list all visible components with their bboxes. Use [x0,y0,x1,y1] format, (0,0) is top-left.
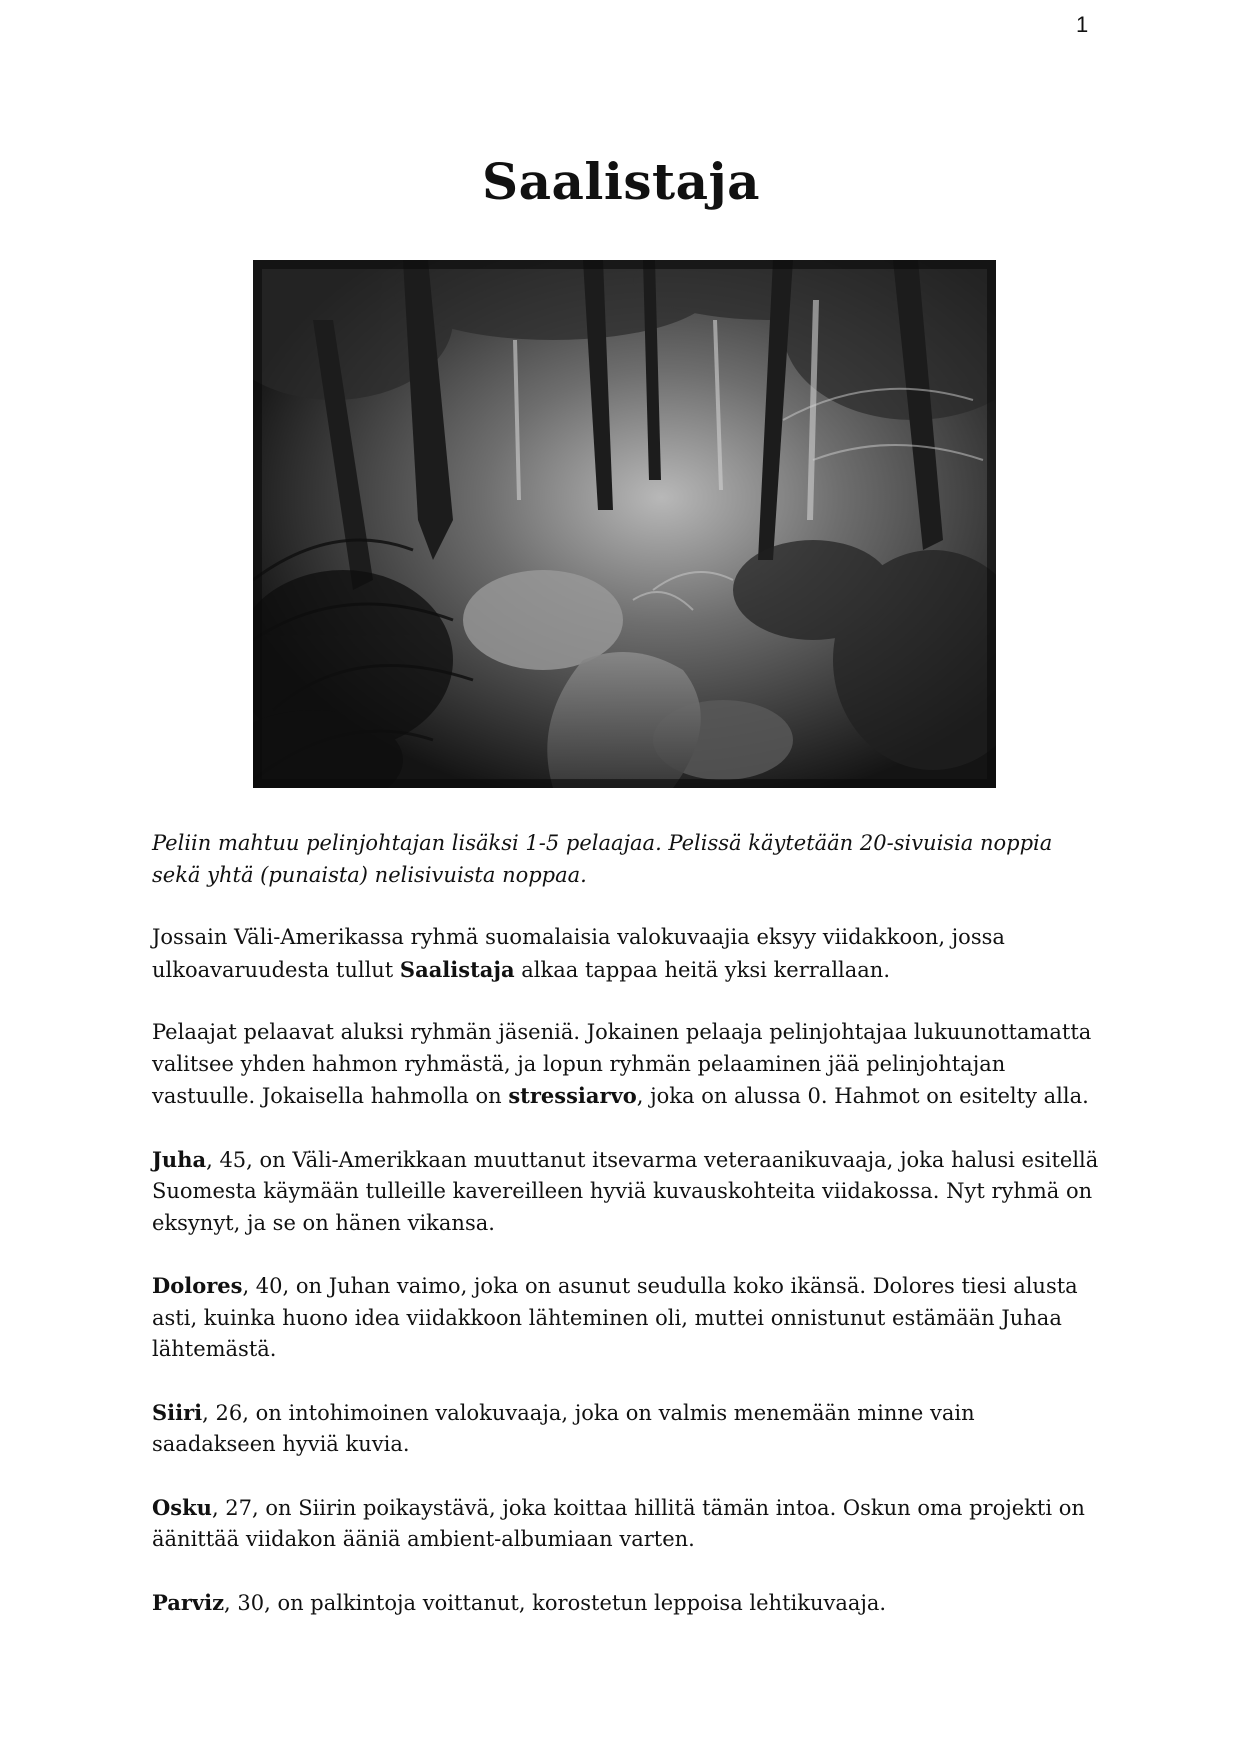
character-paragraph-osku [152,1492,1102,1556]
intro-paragraph: Peliin mahtuu pelinjohtajan lisäksi 1-5 pelaajaa. Pelissä käytetään 20-sivuisia noppia sekä yhtä (punaista) nelisivuista noppaa. [152,831,1053,887]
rules-paragraph [152,1017,1102,1113]
document-title: Saalistaja [481,152,761,211]
story-bold-term: Saalistaja [399,956,515,982]
story-paragraph [152,922,1102,986]
character-name: Dolores [152,1273,243,1298]
character-name: Juha [152,1146,207,1172]
character-name: Parviz [152,1589,225,1615]
character-description: , 40, on Juhan vaimo, joka on asunut seudulla koko ikänsä. Dolores tiesi alusta asti, kuinka huono idea viidakkoon lähteminen oli, muttei onnistunut estämään Juhaa lähtemästä. [152,1274,1078,1361]
story-text-before: Jossain Väli-Amerikassa ryhmä suomalaisia valokuvaajia eksyy viidakkoon, jossa ulkoavaruudesta tullut [152,925,1005,982]
character-description: , 26, on intohimoinen valokuvaaja, joka on valmis menemään minne vain saadakseen hyviä kuvia. [152,1400,975,1456]
rules-bold-term: stressiarvo [508,1083,637,1108]
jungle-photo-icon [253,260,996,788]
character-description: , 27, on Siirin poikaystävä, joka koittaa hillitä tämän intoa. Oskun oma projekti on äänittää viidakon ääniä ambient-albumiaan varten. [152,1495,1085,1551]
rules-text-after: , joka on alussa 0. Hahmot on esitelty alla. [636,1084,1089,1108]
character-paragraph-siiri [152,1397,1102,1461]
character-paragraph-parviz [152,1587,1102,1620]
rules-text-before: Pelaajat pelaavat aluksi ryhmän jäseniä. Jokainen pelaaja pelinjohtajaa lukuunottamatta valitsee yhden hahmon ryhmästä, ja lopun ryhmän pelaaminen jää pelinjohtajan vastuulle. Jokaisella hahmolla on [152,1020,1092,1108]
character-paragraph-juha [152,1144,1102,1240]
story-text-after: alkaa tappaa heitä yksi kerrallaan. [514,957,890,982]
jungle-photo [253,260,996,788]
character-name: Siiri [152,1399,203,1425]
document-body [152,828,1102,1650]
character-name: Osku [152,1494,212,1520]
character-description: , 45, on Väli-Amerikkaan muuttanut itsevarma veteraanikuvaaja, joka halusi esitellä Suomesta käymään tulleille kavereilleen hyviä kuvauskohteita viidakossa. Nyt ryhmä on eksynyt, ja se on hänen vikansa. [152,1147,1099,1235]
character-paragraph-dolores [152,1270,1102,1366]
character-description: , 30, on palkintoja voittanut, korostetun leppoisa lehtikuvaaja. [224,1590,887,1615]
page-number: 1 [1076,12,1089,37]
